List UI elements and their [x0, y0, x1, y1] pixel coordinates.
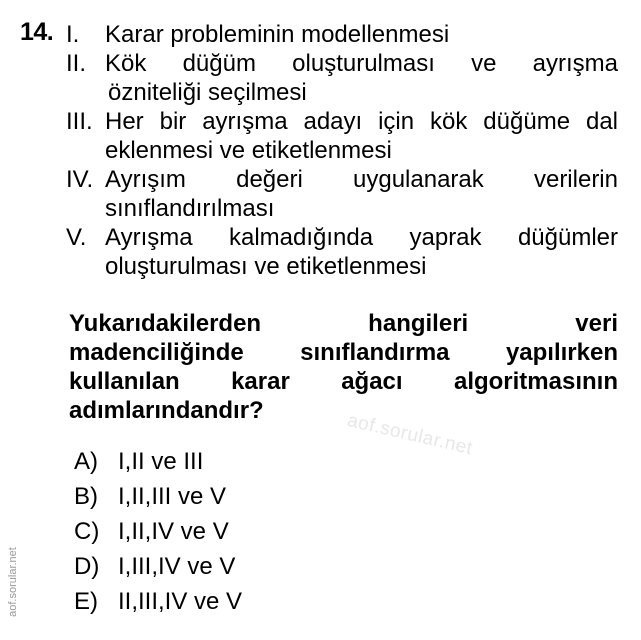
option-b[interactable] [74, 482, 226, 511]
roman-numeral: IV. [66, 166, 94, 193]
option-letter: E) [74, 588, 98, 615]
statement-text-line: eklenmesi ve etiketlenmesi [105, 137, 392, 164]
option-text: I,II,III ve V [118, 483, 227, 510]
stem-line: adımlarındandır? [69, 397, 264, 424]
option-letter: C) [74, 518, 100, 545]
statement-text-line: özniteliği seçilmesi [108, 79, 307, 106]
roman-numeral: II. [66, 50, 87, 77]
stem-line: Yukarıdakilerden hangileri veri [69, 310, 618, 337]
statement-item-2 [66, 49, 618, 107]
statement-item-3 [66, 107, 618, 165]
option-d[interactable] [74, 552, 235, 581]
question-stem [69, 309, 618, 425]
statement-item-4 [66, 165, 618, 223]
statement-text-line: Ayrışım değeri uygulanarak verilerin [105, 166, 618, 193]
question-number: 14. [20, 18, 54, 46]
option-a[interactable] [74, 447, 203, 476]
option-text: I,III,IV ve V [118, 553, 236, 580]
side-watermark: aof.sorular.net [7, 547, 19, 617]
roman-numeral: V. [66, 224, 87, 251]
statement-text-line: Kök düğüm oluşturulması ve ayrışma [105, 50, 618, 77]
option-letter: B) [74, 483, 98, 510]
option-text: I,II ve III [118, 448, 204, 475]
option-text: II,III,IV ve V [118, 588, 243, 615]
statement-text: Karar probleminin modellenmesi [105, 21, 450, 48]
statement-text-line: oluşturulması ve etiketlenmesi [105, 253, 427, 280]
option-c[interactable] [74, 517, 229, 546]
stem-line: kullanılan karar ağacı algoritmasının [69, 368, 618, 395]
stem-line: madenciliğinde sınıflandırma yapılırken [69, 339, 618, 366]
statement-text-line: Ayrışma kalmadığında yaprak düğümler [105, 224, 618, 251]
statement-item-5 [66, 223, 618, 281]
option-letter: D) [74, 553, 100, 580]
option-e[interactable] [74, 587, 242, 616]
statement-item-1 [66, 20, 618, 49]
statement-text-line: Her bir ayrışma adayı için kök düğüme dal [105, 108, 618, 135]
watermark: aof.sorular.net [345, 410, 475, 460]
option-text: I,II,IV ve V [118, 518, 229, 545]
roman-numeral: III. [66, 108, 93, 135]
roman-numeral: I. [66, 21, 80, 48]
statement-text-line: sınıflandırılması [105, 195, 275, 222]
option-letter: A) [74, 448, 98, 475]
